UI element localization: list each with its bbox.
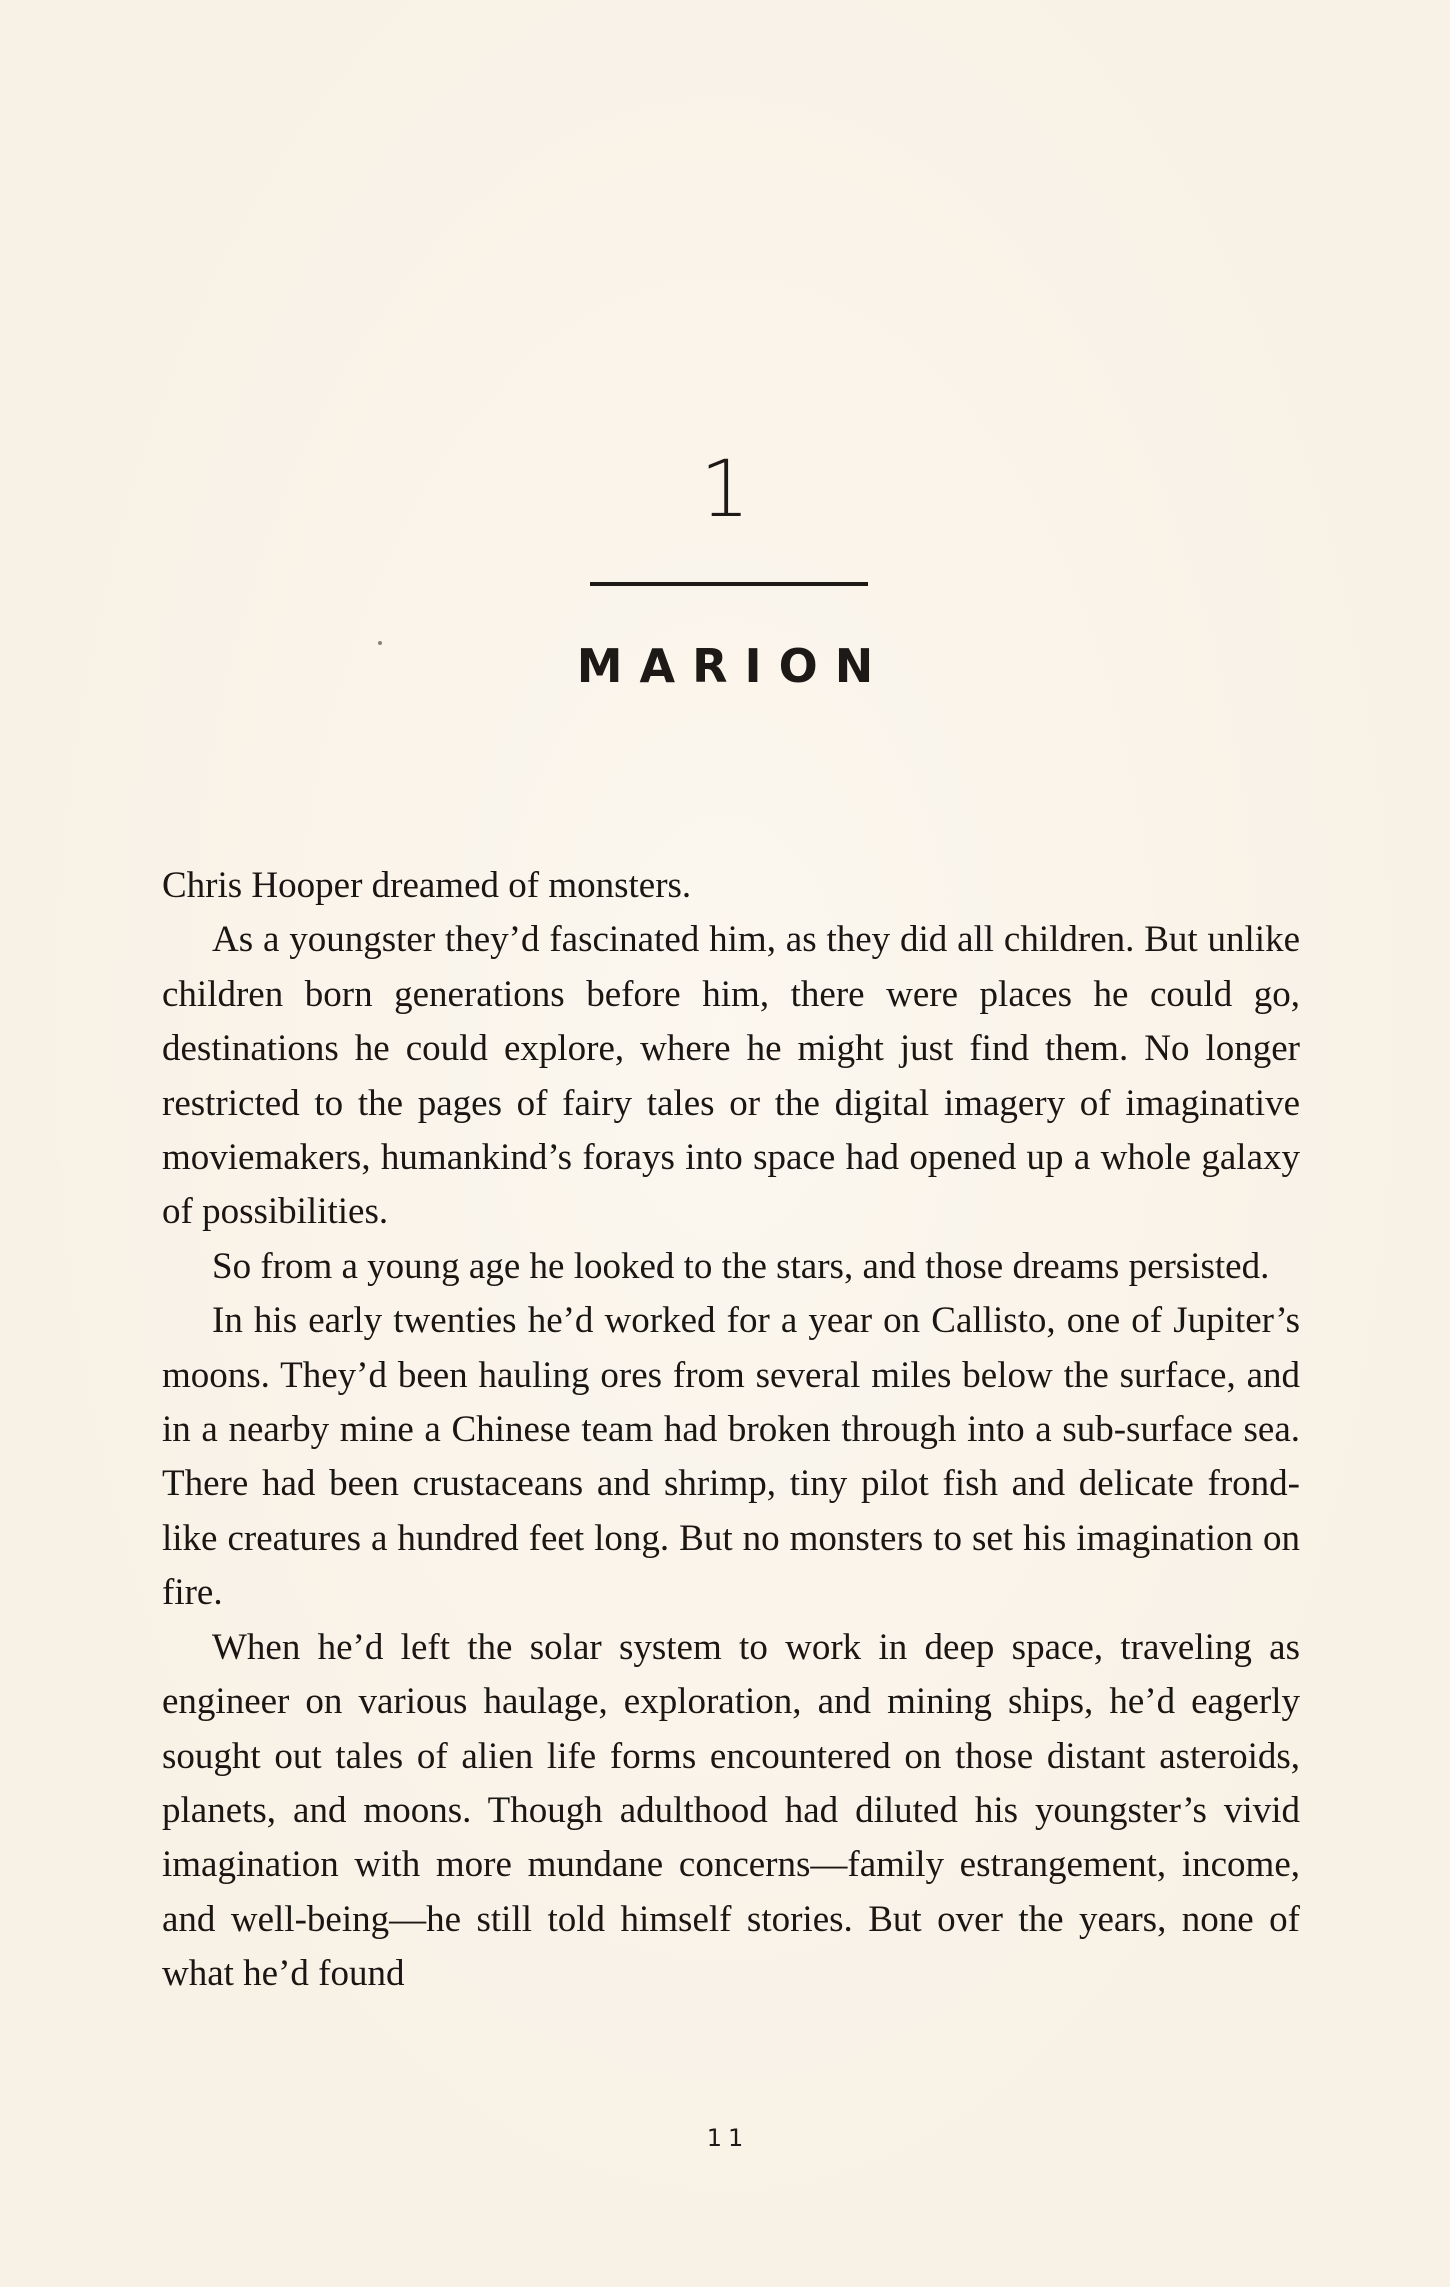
paragraph-1: Chris Hooper dreamed of monsters. xyxy=(162,865,692,906)
page-number: 11 xyxy=(706,2124,750,2152)
chapter-divider-rule xyxy=(590,582,868,586)
paragraph-3: So from a young age he looked to the stars, and those dreams persisted. xyxy=(212,1245,1270,1287)
paragraph-4: In his early twenties he’d worked for a year on Callisto, one of Jupiter’s moons. They’d been hauling ores from several miles below the surface, and in a nearby mine a Chinese team had broken through into a sub-surface sea. There had been crustaceans and shrimp, tiny pilot fish and delicate frond-like creatures a hundred feet long. But no monsters to set his imagination on fire. xyxy=(162,1300,1300,1614)
paragraph-2: As a youngster they’d fascinated him, as they did all children. But unlike children born generations before him, there were places he could go, destinations he could explore, where he might just find them. No longer restricted to the pages of fairy tales or the digital imagery of imaginative moviemakers, humankind’s forays into space had opened up a whole galaxy of possibilities. xyxy=(162,919,1300,1233)
chapter-body xyxy=(162,859,1300,2002)
chapter-number: 1 xyxy=(700,445,750,535)
chapter-title: MARION xyxy=(576,639,891,693)
paragraph-5: When he’d left the solar system to work in deep space, traveling as engineer on various haulage, exploration, and mining ships, he’d eagerly sought out tales of alien life forms encountered on those distant asteroids, planets, and moons. Though adulthood had diluted his youngster’s vivid imagination with more mundane concerns—family estrangement, income, and well-being—he still told himself stories. But over the years, none of what he’d found xyxy=(162,1626,1300,1995)
